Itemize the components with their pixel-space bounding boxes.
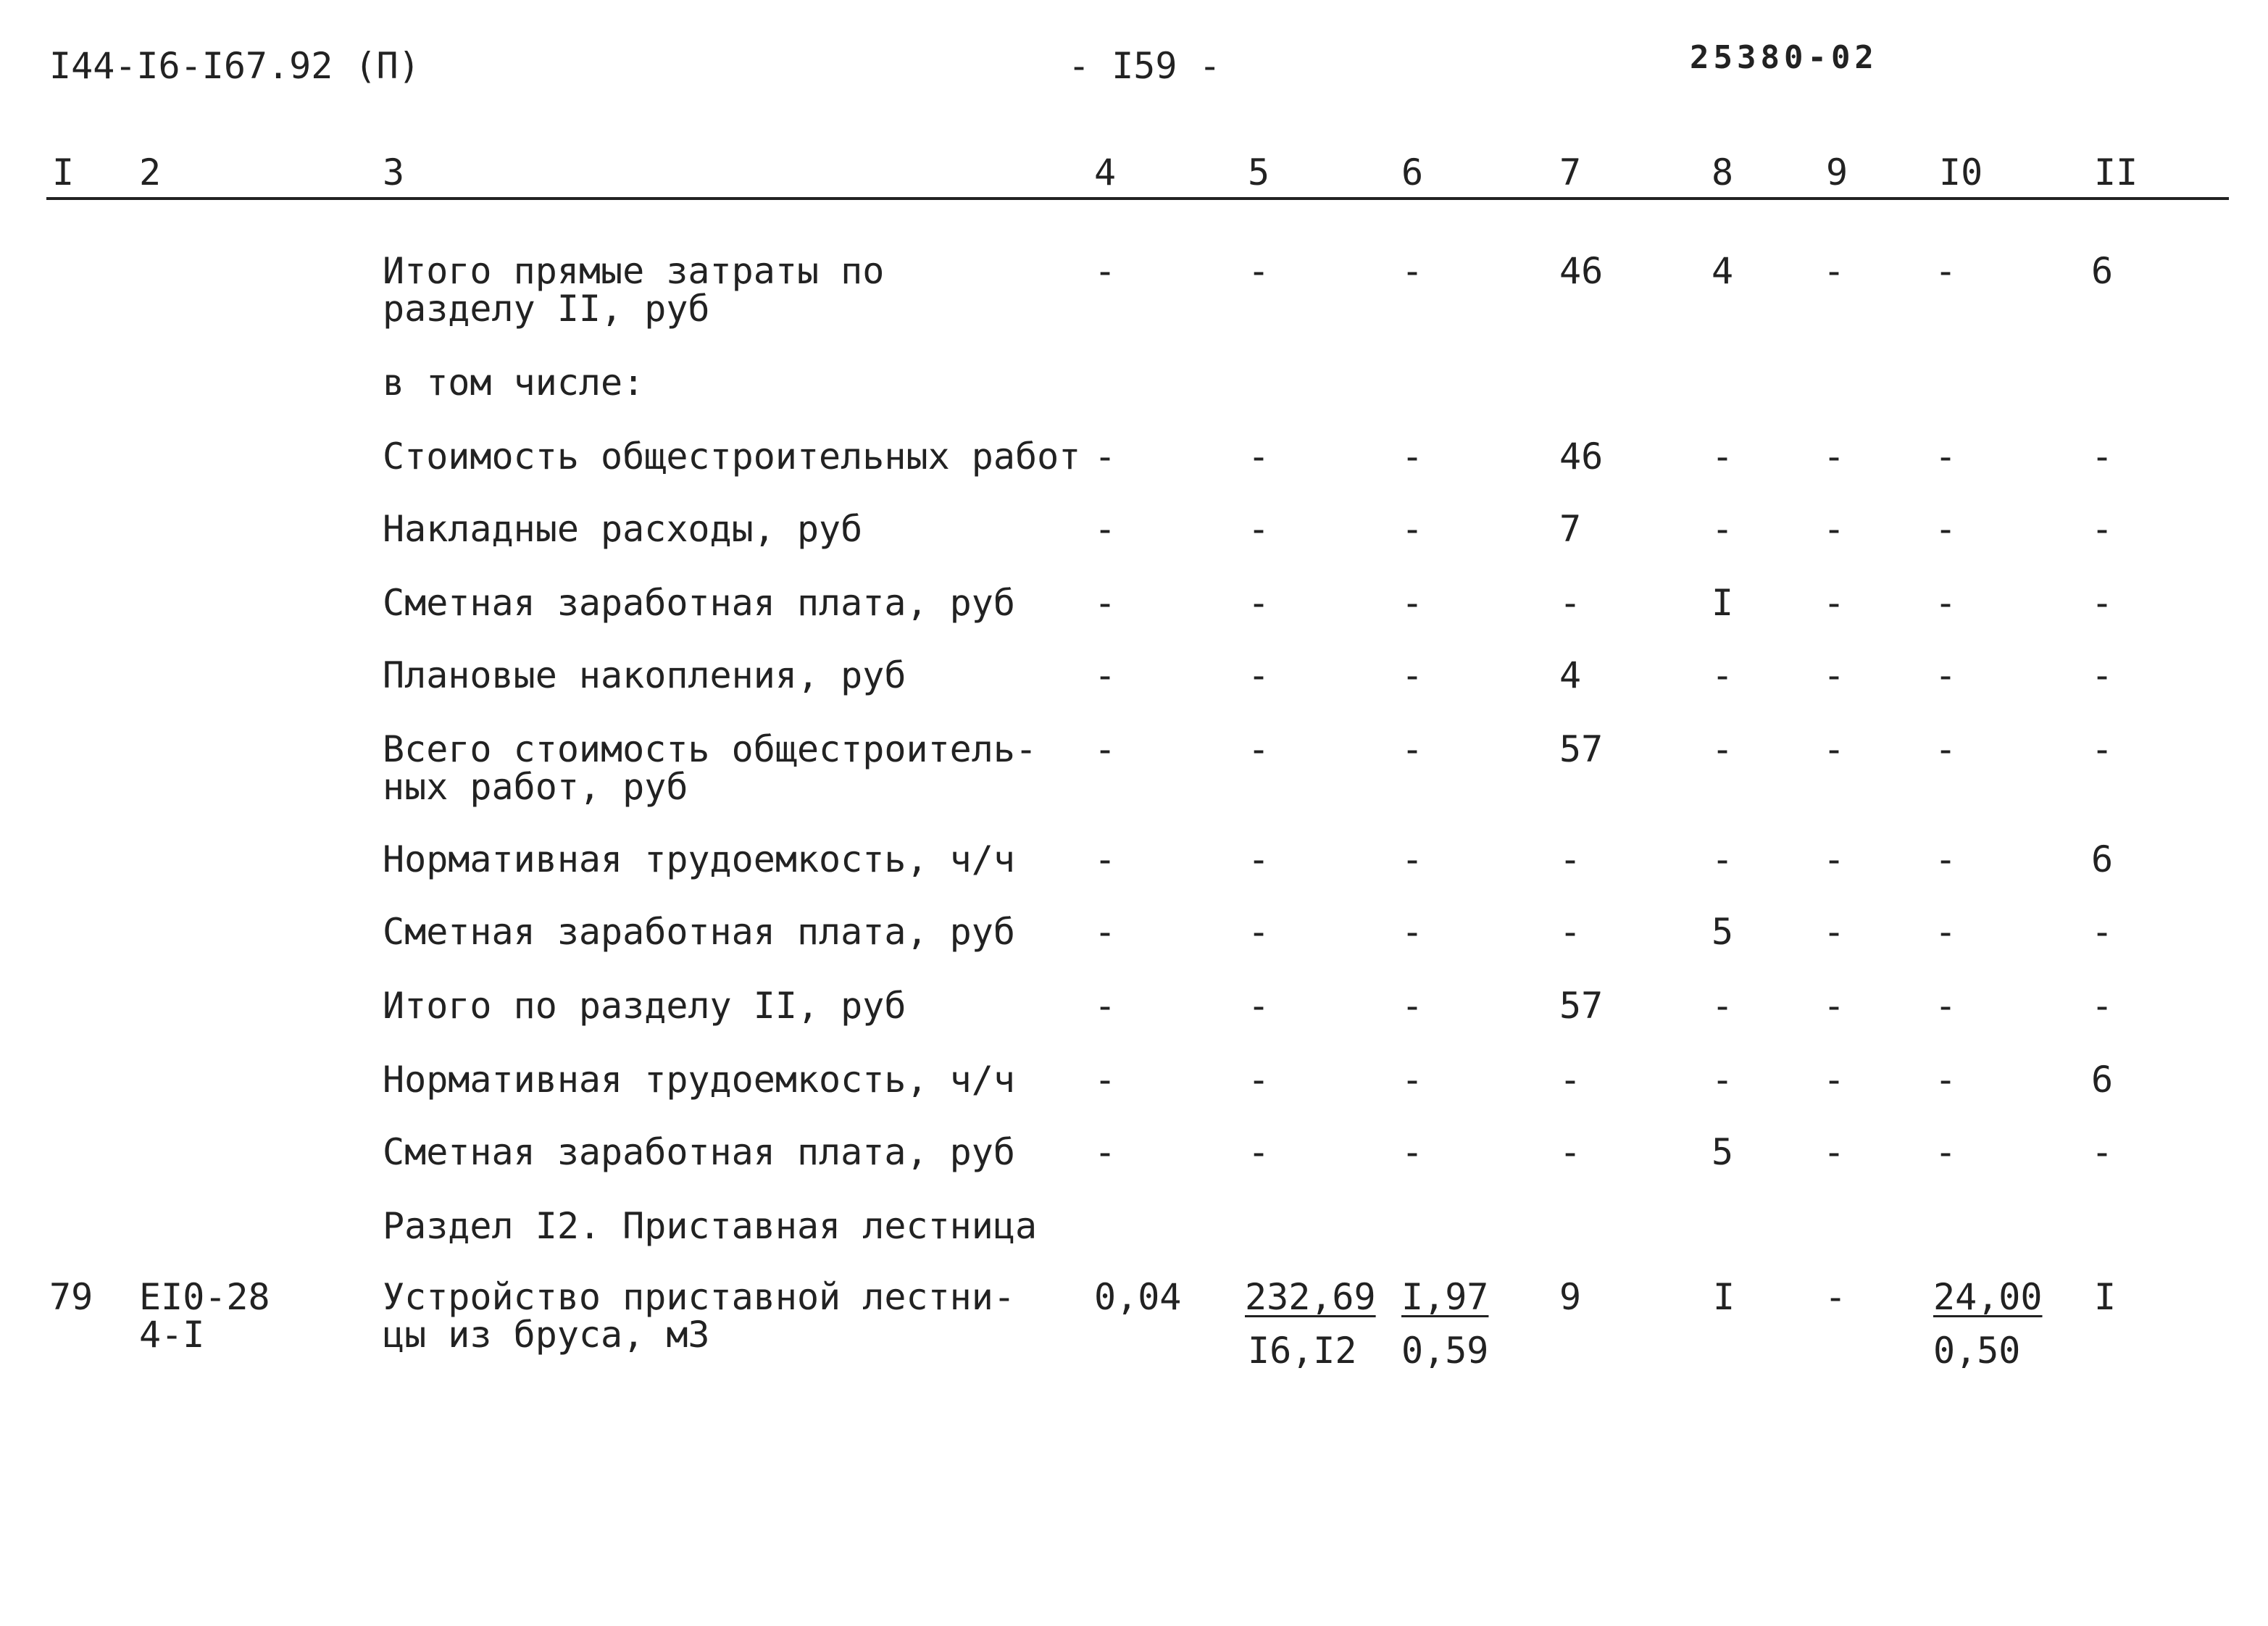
row-number: 79 — [49, 1276, 93, 1318]
table-cell: - — [1094, 508, 1117, 550]
table-cell: - — [2091, 911, 2114, 953]
table-cell: I — [1712, 582, 1734, 624]
table-cell: - — [1823, 508, 1846, 550]
table-cell: - — [1248, 1131, 1270, 1173]
table-cell: - — [1094, 435, 1117, 478]
table-cell: - — [2091, 1131, 2114, 1173]
labor-per-unit: 24,00 — [1933, 1276, 2043, 1318]
description-line: Нормативная трудоемкость, ч/ч — [383, 838, 1015, 880]
page-number: - I59 - — [1068, 45, 1221, 87]
table-cell: - — [1935, 911, 1957, 953]
unit-cost-machines: I,97 — [1401, 1276, 1489, 1318]
table-cell: - — [1248, 1059, 1270, 1101]
column-header: I0 — [1939, 151, 1983, 193]
table-cell: - — [1094, 838, 1117, 880]
unit-cost-wage: I6,I2 — [1248, 1330, 1357, 1372]
row-description — [383, 730, 1037, 806]
wage-cell: I — [1713, 1276, 1735, 1318]
table-cell: 46 — [1559, 250, 1604, 292]
table-cell: - — [2091, 435, 2114, 478]
table-cell: - — [1094, 911, 1117, 953]
table-cell: - — [1712, 654, 1734, 696]
row-description — [383, 252, 884, 328]
table-cell: - — [1823, 985, 1846, 1027]
table-cell: - — [2091, 728, 2114, 770]
table-cell: - — [1823, 582, 1846, 624]
table-cell: - — [1712, 985, 1734, 1027]
unit-cost-total: 232,69 — [1245, 1276, 1376, 1318]
table-cell: - — [1094, 582, 1117, 624]
description-line: Итого по разделу II, руб — [383, 985, 906, 1027]
archive-stamp: 25380-02 — [1690, 39, 1878, 76]
table-cell: - — [1712, 1059, 1734, 1101]
table-cell: - — [1823, 1131, 1846, 1173]
row-description — [383, 913, 1015, 951]
description-line: Всего стоимость общестроитель- — [383, 728, 1038, 770]
table-cell: - — [1094, 728, 1117, 770]
table-cell: - — [1712, 838, 1734, 880]
table-cell: - — [1248, 508, 1270, 550]
table-cell: - — [1401, 728, 1424, 770]
table-cell: - — [1712, 435, 1734, 478]
table-cell: - — [1401, 654, 1424, 696]
table-cell: - — [1401, 435, 1424, 478]
table-cell: - — [1094, 985, 1117, 1027]
table-cell: - — [2091, 508, 2114, 550]
total-cost-cell: 9 — [1559, 1276, 1582, 1318]
row-description — [383, 987, 906, 1025]
table-cell: - — [1712, 728, 1734, 770]
table-cell: - — [2091, 985, 2114, 1027]
table-cell: - — [1935, 508, 1957, 550]
table-cell: - — [1935, 250, 1957, 292]
table-cell: - — [1401, 1059, 1424, 1101]
row-description — [383, 435, 1081, 478]
table-cell: - — [1712, 508, 1734, 550]
table-cell: - — [1559, 911, 1582, 953]
table-cell: - — [1401, 508, 1424, 550]
description-line: ных работ, руб — [383, 766, 688, 808]
table-cell: - — [1094, 250, 1117, 292]
table-cell: - — [1248, 838, 1270, 880]
table-cell: - — [1248, 654, 1270, 696]
description-line: Плановые накопления, руб — [383, 654, 906, 696]
table-cell: - — [1401, 582, 1424, 624]
table-cell: - — [1559, 582, 1582, 624]
column-header: 3 — [383, 151, 405, 193]
description-line: Сметная заработная плата, руб — [383, 1131, 1015, 1173]
row-description — [383, 1059, 1015, 1101]
table-cell: - — [1094, 1131, 1117, 1173]
row-description — [383, 584, 1015, 622]
document-code: I44-I6-I67.92 (П) — [49, 45, 420, 87]
table-cell: - — [1823, 250, 1846, 292]
rate-code — [139, 1278, 270, 1354]
table-cell: - — [1559, 838, 1582, 880]
rate-code-line: 4-I — [139, 1314, 205, 1356]
table-cell: 57 — [1559, 985, 1604, 1027]
table-cell: - — [1823, 838, 1846, 880]
table-cell: - — [1935, 985, 1957, 1027]
row-description — [383, 510, 862, 548]
description-line: Раздел I2. Приставная лестница — [383, 1205, 1038, 1247]
table-cell: - — [1935, 582, 1957, 624]
table-cell: - — [1401, 1131, 1424, 1173]
table-cell: - — [1823, 911, 1846, 953]
description-line: Нормативная трудоемкость, ч/ч — [383, 1059, 1015, 1101]
table-cell: - — [1823, 435, 1846, 478]
rate-code-line: EI0-28 — [139, 1276, 270, 1318]
table-cell: 57 — [1559, 728, 1604, 770]
column-header: 8 — [1712, 151, 1734, 193]
description-line: цы из бруса, м3 — [383, 1314, 710, 1356]
table-cell: - — [1935, 1131, 1957, 1173]
table-cell: - — [1935, 435, 1957, 478]
table-cell: - — [1935, 728, 1957, 770]
column-header: I — [52, 151, 75, 193]
column-header: II — [2094, 151, 2138, 193]
table-cell: 5 — [1712, 911, 1734, 953]
column-header: 9 — [1826, 151, 1848, 193]
description-line: Накладные расходы, руб — [383, 508, 863, 550]
row-description — [383, 838, 1015, 880]
machines-cell: - — [1825, 1276, 1847, 1318]
table-cell: - — [1823, 728, 1846, 770]
table-cell: 46 — [1559, 435, 1604, 478]
table-cell: - — [1935, 1059, 1957, 1101]
row-description — [383, 656, 906, 694]
table-cell: - — [1823, 1059, 1846, 1101]
table-cell: - — [1935, 838, 1957, 880]
table-cell: - — [1823, 654, 1846, 696]
table-cell: - — [1935, 654, 1957, 696]
table-cell: - — [1559, 1059, 1582, 1101]
table-cell: 5 — [1712, 1131, 1734, 1173]
table-cell: - — [2091, 654, 2114, 696]
table-cell: - — [1248, 911, 1270, 953]
table-cell: 4 — [1712, 250, 1734, 292]
header-rule — [46, 197, 2229, 200]
table-cell: - — [1248, 582, 1270, 624]
description-line: Итого прямые затраты по — [383, 250, 885, 292]
table-cell: - — [1094, 654, 1117, 696]
column-header: 4 — [1094, 151, 1117, 193]
table-cell: 4 — [1559, 654, 1582, 696]
row-description — [383, 1207, 1037, 1245]
labor-total-cell: I — [2094, 1276, 2117, 1318]
description-line: Сметная заработная плата, руб — [383, 582, 1015, 624]
row-description — [383, 362, 645, 404]
table-cell: - — [1248, 985, 1270, 1027]
table-cell: - — [1094, 1059, 1117, 1101]
table-cell: 6 — [2091, 1059, 2114, 1101]
table-cell: - — [1248, 250, 1270, 292]
column-header: 6 — [1401, 151, 1424, 193]
table-cell: - — [1559, 1131, 1582, 1173]
column-header: 2 — [139, 151, 162, 193]
table-cell: 6 — [2091, 838, 2114, 880]
description-line: Устройство приставной лестни- — [383, 1276, 1015, 1318]
table-cell: - — [1248, 435, 1270, 478]
table-cell: - — [1401, 911, 1424, 953]
column-header: 7 — [1559, 151, 1582, 193]
table-cell: - — [1401, 250, 1424, 292]
row-description — [383, 1133, 1015, 1171]
table-cell: - — [2091, 582, 2114, 624]
item-description — [383, 1278, 1015, 1354]
description-line: в том числе: — [383, 362, 645, 404]
description-line: Сметная заработная плата, руб — [383, 911, 1015, 953]
table-cell: - — [1401, 838, 1424, 880]
labor-machinist-per-unit: 0,50 — [1933, 1330, 2021, 1372]
table-cell: - — [1248, 728, 1270, 770]
table-cell: 6 — [2091, 250, 2114, 292]
description-line: разделу II, руб — [383, 288, 710, 330]
column-header: 5 — [1248, 151, 1270, 193]
quantity-cell: 0,04 — [1094, 1276, 1182, 1318]
unit-cost-machines-wage: 0,59 — [1401, 1330, 1489, 1372]
table-cell: 7 — [1559, 508, 1582, 550]
table-cell: - — [1401, 985, 1424, 1027]
description-line: Стоимость общестроительных работ — [383, 435, 1081, 478]
